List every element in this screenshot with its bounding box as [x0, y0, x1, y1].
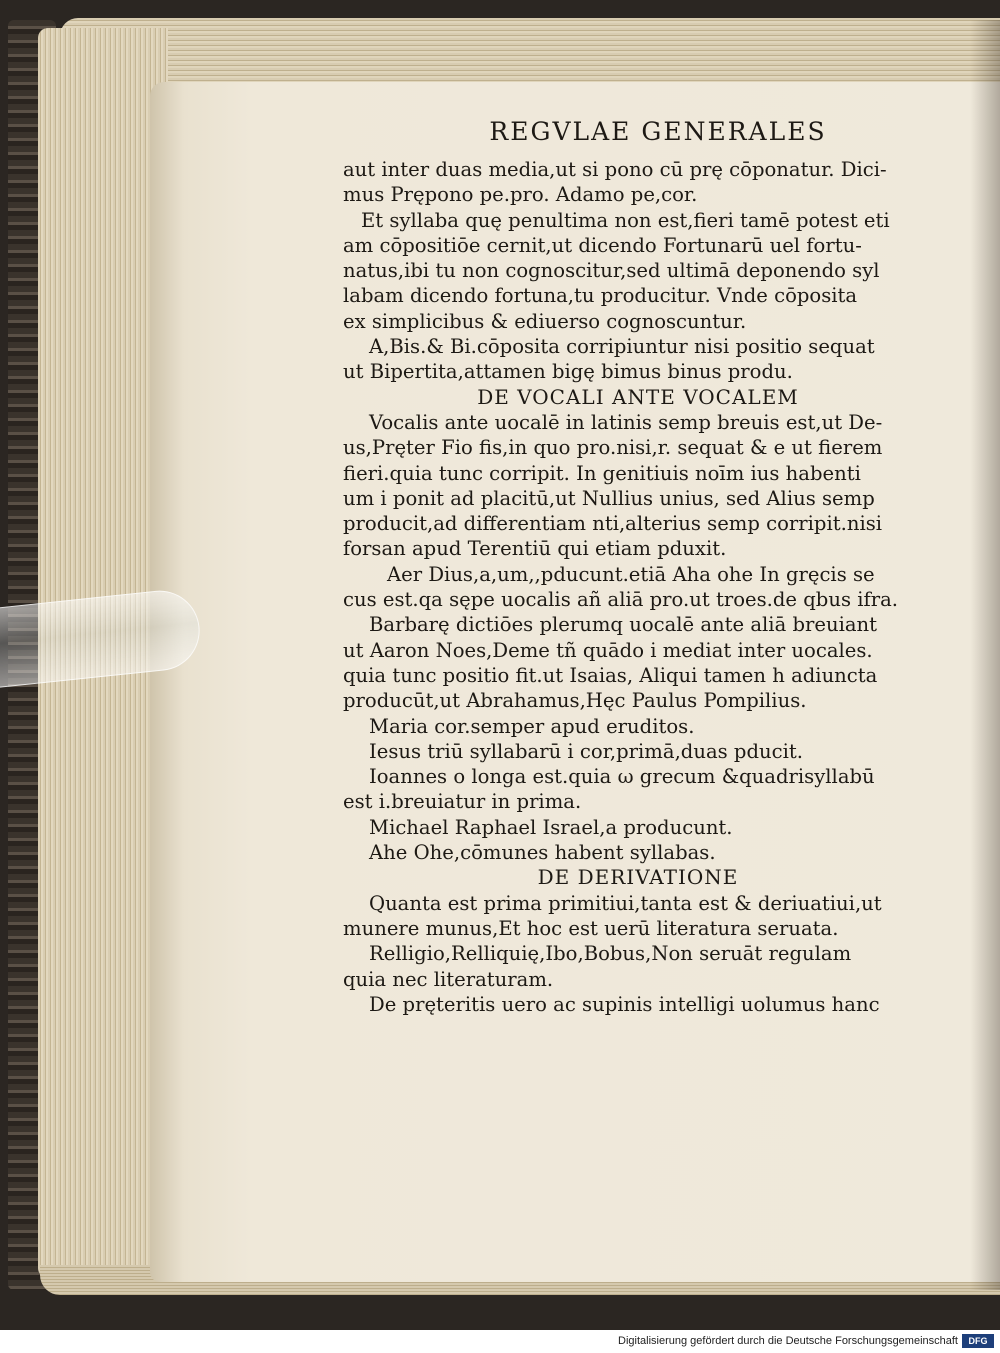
footer-bar: [0, 1330, 1000, 1353]
text-line: cus est.qa sępe uocalis añ aliā pro.ut troes.de qbus ifra.: [343, 588, 899, 612]
text-line: Maria cor.semper apud eruditos.: [369, 714, 695, 738]
text-line: um i ponit ad placitū,ut Nullius unius, sed Alius semp: [343, 486, 875, 510]
text-line: Quanta est prima primitiui,tanta est & deriuatiui,ut: [369, 891, 882, 915]
text-line: ut Bipertita,attamen bigę bimus binus produ.: [343, 360, 793, 384]
text-line: Iesus triū syllabarū i cor,primā,duas pducit.: [369, 739, 803, 763]
text-line: A,Bis.& Bi.cōposita corripiuntur nisi positio sequat: [369, 335, 875, 359]
text-line: Ahe Ohe,cōmunes habent syllabas.: [369, 841, 716, 865]
text-line: mus Prępono pe.pro. Adamo pe,cor.: [343, 183, 698, 207]
text-line: producit,ad differentiam nti,alterius semp corripit.nisi: [343, 512, 883, 536]
funding-notice: Digitalisierung gefördert durch die Deutsche Forschungsgemeinschaft: [618, 1335, 958, 1347]
text-line: munere munus,Et hoc est uerū literatura seruata.: [343, 916, 839, 940]
text-line: ut Aaron Noes,Deme tñ quādo i mediat inter uocales.: [343, 638, 873, 662]
text-line: producūt,ut Abrahamus,Hęc Paulus Pompilius.: [343, 689, 807, 713]
text-line: quia tunc positio fit.ut Isaias, Aliqui tamen h adiuncta: [343, 663, 878, 687]
text-line: labam dicendo fortuna,tu producitur. Vnde cōposita: [343, 284, 858, 308]
text-line: ex simplicibus & ediuerso cognoscuntur.: [343, 309, 747, 333]
text-line: Barbarę dictiōes plerumq uocalē ante aliā breuiant: [369, 613, 878, 637]
section-heading: DE VOCALI ANTE VOCALEM: [477, 384, 799, 409]
text-line: fieri.quia tunc corripit. In genitiuis noīm ius habenti: [343, 461, 861, 485]
page-stack-top: [60, 18, 1000, 88]
text-lines: [343, 157, 933, 1017]
text-line: us,Pręter Fio fis,in quo pro.nisi,r. sequat & e ut fierem: [343, 436, 883, 460]
gutter-shadow: [970, 20, 1000, 1290]
text-line: forsan apud Terentiū qui etiam pduxit.: [343, 537, 727, 561]
text-line: Michael Raphael Israel,a producunt.: [369, 815, 733, 839]
running-header: REGVLAE GENERALES: [489, 117, 827, 146]
text-line: Relligio,Relliquię,Ibo,Bobus,Non seruāt regulam: [369, 942, 852, 966]
text-line: aut inter duas media,ut si pono cū prę cōponatur. Dici-: [343, 158, 887, 181]
text-line: am cōpositiōe cernit,ut dicendo Fortunarū uel fortu-: [343, 233, 862, 257]
text-line: De pręteritis uero ac supinis intelligi uolumus hanc: [369, 992, 880, 1016]
text-line: quia nec literaturam.: [343, 967, 554, 991]
text-line: natus,ibi tu non cognoscitur,sed ultimā deponendo syl: [343, 259, 880, 283]
page-text: [343, 115, 933, 1017]
text-line: Et syllaba quę penultima non est,fieri tamē potest eti: [361, 208, 890, 232]
dfg-logo: DFG: [962, 1334, 994, 1348]
section-heading: DE DERIVATIONE: [537, 865, 739, 890]
text-line: Vocalis ante uocalē in latinis semp breuis est,ut De-: [369, 410, 883, 434]
text-line: est i.breuiatur in prima.: [343, 790, 582, 814]
text-line: Ioannes o longa est.quia ω grecum &quadrisyllabū: [369, 765, 875, 789]
text-line: Aer Dius,a,um,,pducunt.etiā Aha ohe In gręcis se: [387, 562, 875, 586]
